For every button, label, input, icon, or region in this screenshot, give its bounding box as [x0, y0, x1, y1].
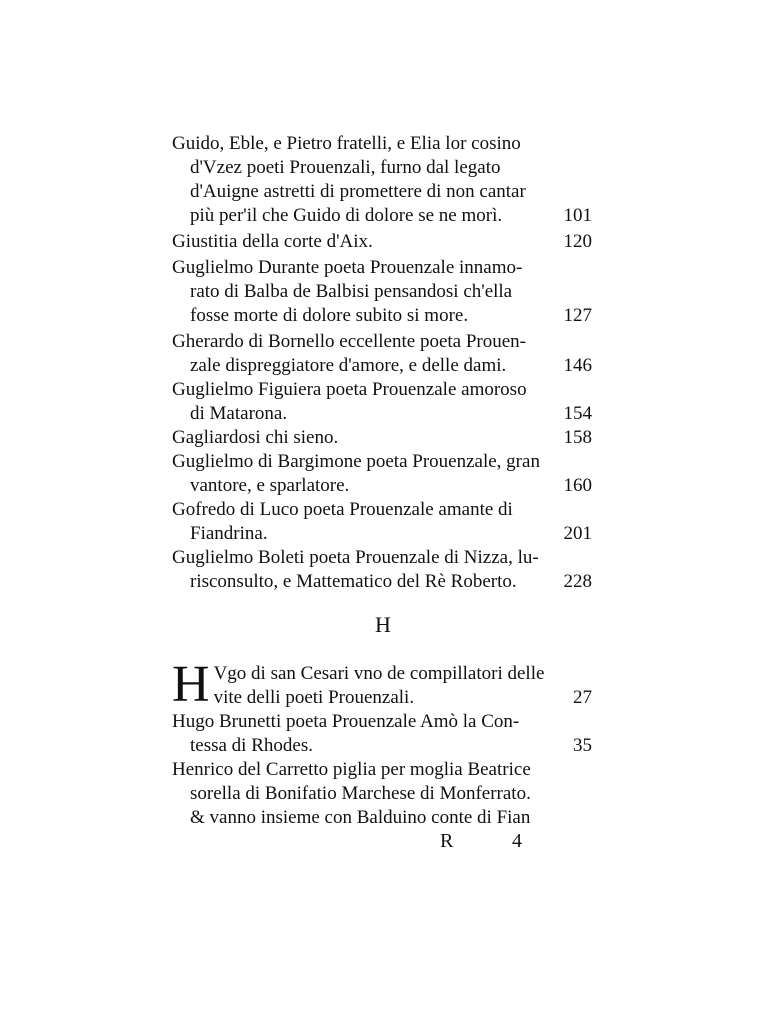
index-entry	[172, 230, 592, 254]
entry-line: zale dispreggiatore d'amore, e delle dami.	[190, 355, 507, 376]
page-number: 158	[563, 427, 592, 448]
page-number: 146	[563, 355, 592, 376]
entry-line: di Matarona.	[190, 403, 288, 424]
index-entry	[172, 450, 592, 498]
entry-line: Gherardo di Bornello eccellente poeta Prouen-	[172, 331, 526, 352]
index-entry	[172, 498, 592, 546]
page-number: 101	[563, 205, 592, 226]
entry-line: Guglielmo Figuiera poeta Prouenzale amoroso	[172, 379, 527, 400]
page-number: 228	[563, 571, 592, 592]
entry-line: fosse morte di dolore subito si more.	[190, 305, 469, 326]
entry-line: Guido, Eble, e Pietro fratelli, e Elia lor cosino	[172, 133, 521, 154]
entry-line: Hugo Brunetti poeta Prouenzale Amò la Con-	[172, 711, 520, 732]
entry-line: Guglielmo di Bargimone poeta Prouenzale, gran	[172, 451, 540, 472]
page-number: 154	[563, 403, 592, 424]
entry-line: vantore, e sparlatore.	[190, 475, 350, 496]
entry-line: Vgo di san Cesari vno de compillatori delle	[213, 663, 545, 684]
entry-line: Gagliardosi chi sieno.	[172, 427, 339, 448]
page-number: 160	[563, 475, 592, 496]
page-number: 201	[563, 523, 592, 544]
footer-number: 4	[512, 830, 522, 852]
index-entry	[172, 656, 592, 713]
entry-line: risconsulto, e Mattematico del Rè Roberto.	[190, 571, 517, 592]
drop-cap: H	[172, 656, 210, 713]
entry-line: d'Auigne astretti di promettere di non cantar	[190, 181, 526, 202]
section-heading: H	[375, 612, 391, 637]
entry-line: sorella di Bonifatio Marchese di Monferrato.	[190, 783, 531, 804]
entry-line: tessa di Rhodes.	[190, 735, 313, 756]
index-entry	[172, 330, 592, 378]
entry-line: Guglielmo Boleti poeta Prouenzale di Nizza, lu-	[172, 547, 539, 568]
entry-line: Fiandrina.	[190, 523, 268, 544]
entry-line: Giustitia della corte d'Aix.	[172, 231, 373, 252]
index-entry	[172, 378, 592, 426]
entry-line: Henrico del Carretto piglia per moglia Beatrice	[172, 759, 531, 780]
index-entry	[172, 426, 592, 450]
entry-line: d'Vzez poeti Prouenzali, furno dal legato	[190, 157, 501, 178]
entry-line: vite delli poeti Prouenzali.	[213, 687, 415, 708]
page-number: 35	[573, 735, 592, 756]
page-number: 120	[563, 231, 592, 252]
index-entry	[172, 546, 592, 594]
index-entry	[172, 132, 592, 228]
index-entry	[172, 758, 592, 830]
index-entry	[172, 710, 592, 758]
entry-line: Gofredo di Luco poeta Prouenzale amante di	[172, 499, 513, 520]
entry-line: rato di Balba de Balbisi pensandosi ch'ella	[190, 281, 513, 302]
entry-line: più per'il che Guido di dolore se ne morì.	[190, 205, 503, 226]
page-number: 127	[563, 305, 592, 326]
entry-line: Guglielmo Durante poeta Prouenzale innamo-	[172, 257, 523, 278]
index-entry	[172, 256, 592, 328]
entry-line: & vanno insieme con Balduino conte di Fian	[190, 807, 531, 828]
signature-mark: R	[440, 830, 454, 852]
page-number: 27	[573, 687, 592, 708]
